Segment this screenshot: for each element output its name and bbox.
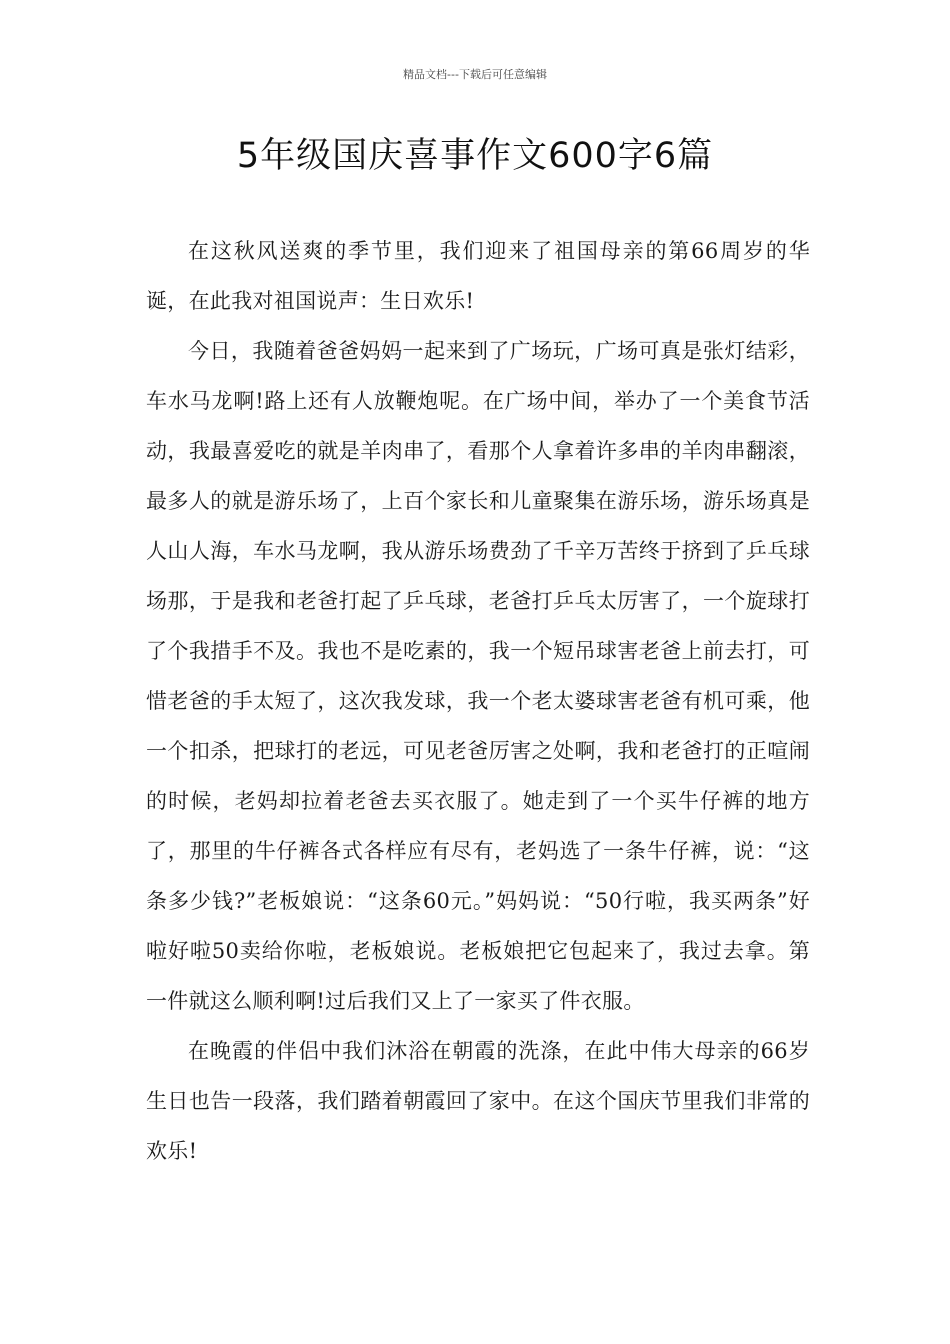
paragraph-2: 今日，我随着爸爸妈妈一起来到了广场玩，广场可真是张灯结彩，车水马龙啊!路上还有人放鞭炮呢。在广场中间，举办了一个美食节活动，我最喜爱吃的就是羊肉串了，看那个人拿着许多串的羊肉串翻滚，最多人的就是游乐场了，上百个家长和儿童聚集在游乐场，游乐场真是人山人海，车水马龙啊，我从游乐场费劲了千辛万苦终于挤到了乒乓球场那，于是我和老爸打起了乒乓球，老爸打乒乓太厉害了，一个旋球打了个我措手不及。我也不是吃素的，我一个短吊球害老爸上前去打，可惜老爸的手太短了，这次我发球，我一个老太婆球害老爸有机可乘，他一个扣杀，把球打的老远，可见老爸厉害之处啊，我和老爸打的正喧闹的时候，老妈却拉着老爸去买衣服了。她走到了一个买牛仔裤的地方了，那里的牛仔裤各式各样应有尽有，老妈选了一条牛仔裤，说：“这条多少钱?”老板娘说：“这条60元。”妈妈说：“50行啦，我买两条”好啦好啦50卖给你啦，老板娘说。老板娘把它包起来了，我过去拿。第一件就这么顺利啊!过后我们又上了一家买了件衣服。: [146, 339, 810, 1013]
document-title: 5年级国庆喜事作文600字6篇: [236, 136, 714, 176]
header-note: 精品文档---下载后可任意编辑: [403, 68, 547, 81]
paragraph-1: 在这秋风送爽的季节里，我们迎来了祖国母亲的第66周岁的华诞，在此我对祖国说声：生日欢乐!: [146, 239, 810, 313]
essay-body: [146, 226, 810, 1176]
paragraph-3: 在晚霞的伴侣中我们沐浴在朝霞的洗涤，在此中伟大母亲的66岁生日也告一段落，我们踏着朝霞回了家中。在这个国庆节里我们非常的欢乐!: [146, 1039, 810, 1163]
